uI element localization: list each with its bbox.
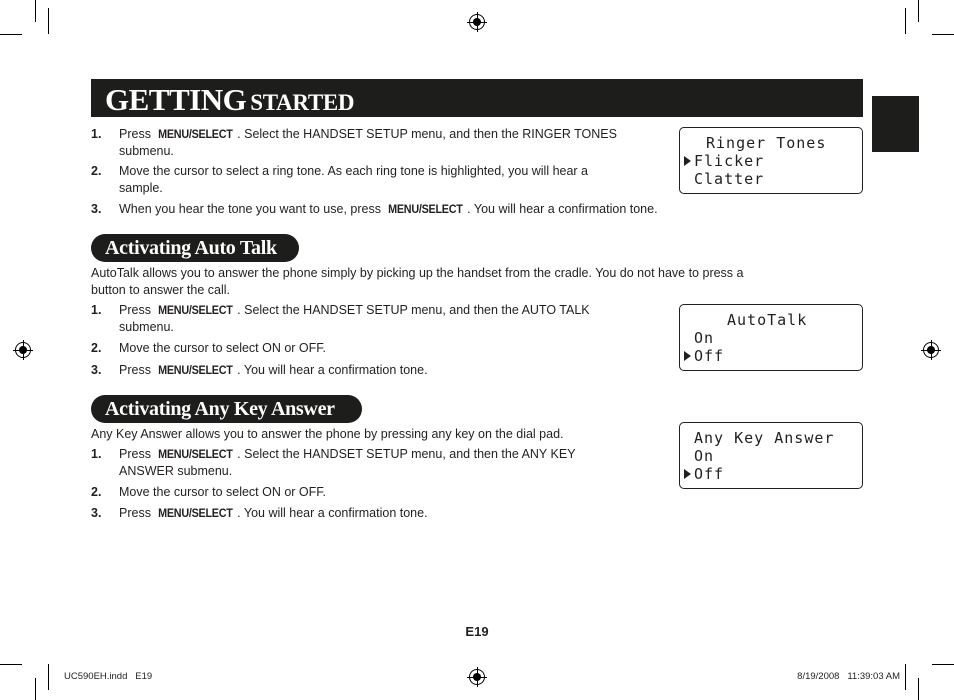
- step-number: 2.: [91, 341, 102, 355]
- title-small: STARTED: [250, 90, 355, 115]
- lcd-line: [680, 134, 862, 152]
- heading-text: Activating Any Key Answer: [105, 398, 335, 420]
- chapter-tab: [872, 96, 919, 152]
- cursor-arrow-icon: [684, 156, 691, 166]
- intro-line1: AutoTalk allows you to answer the phone simply by picking up the handset from the cradle. You do not have to press a: [91, 266, 744, 280]
- crop-mark: [48, 664, 49, 690]
- lcd-option: Flicker: [694, 152, 765, 170]
- page-number: E19: [465, 624, 489, 639]
- step-text-line2: ANSWER submenu.: [119, 464, 233, 478]
- step-text-pre: Press: [119, 506, 155, 520]
- step-text-line2: submenu.: [119, 320, 174, 334]
- lcd-line: [680, 347, 862, 365]
- crop-mark: [0, 34, 22, 35]
- registration-mark-icon: [15, 342, 31, 358]
- step-text-post: . You will hear a confirmation tone.: [237, 506, 428, 520]
- lcd-line: [680, 170, 862, 188]
- keyword-menu-select: MENU/SELECT: [158, 303, 234, 317]
- step-text: [119, 302, 590, 336]
- step-text: [119, 340, 326, 357]
- crop-mark: [918, 678, 919, 700]
- step-text-main: Move the cursor to select a ring tone. As each ring tone is highlighted, you will hear a: [119, 164, 589, 178]
- keyword-menu-select: MENU/SELECT: [158, 127, 234, 141]
- step-text-post: . Select the HANDSET SETUP menu, and then the RINGER TONES: [237, 127, 617, 141]
- lcd-autotalk: [679, 304, 863, 371]
- step-number: 3.: [91, 506, 102, 520]
- lcd-option: Off: [694, 465, 725, 483]
- keyword-menu-select: MENU/SELECT: [158, 506, 234, 520]
- auto-talk-intro: [91, 265, 743, 299]
- step-text-pre: Press: [119, 303, 155, 317]
- lcd-line: [680, 152, 862, 170]
- lcd-title: Ringer Tones: [706, 134, 827, 152]
- registration-mark-icon: [469, 669, 485, 685]
- step-text-pre: When you hear the tone you want to use, press: [119, 202, 385, 216]
- lcd-ringer-tones: [679, 127, 863, 194]
- crop-mark: [932, 664, 954, 665]
- cursor-arrow-icon: [684, 469, 691, 479]
- registration-mark-icon: [923, 342, 939, 358]
- step-number: 2.: [91, 164, 102, 178]
- any-key-intro: [91, 426, 564, 443]
- cursor-arrow-icon: [684, 351, 691, 361]
- lcd-option: On: [694, 329, 715, 347]
- step-number: 1.: [91, 127, 102, 141]
- section-heading-auto-talk: [91, 234, 299, 262]
- step-text-post: . Select the HANDSET SETUP menu, and then the ANY KEY: [237, 447, 576, 461]
- step-text-post: . Select the HANDSET SETUP menu, and then the AUTO TALK: [237, 303, 590, 317]
- section-title-bar: [91, 79, 863, 117]
- keyword-menu-select: MENU/SELECT: [158, 447, 234, 461]
- crop-mark: [0, 664, 22, 665]
- crop-mark: [35, 0, 36, 22]
- lcd-line: [680, 329, 862, 347]
- page-title: [105, 82, 354, 118]
- step-text: [119, 446, 576, 480]
- step-text-pre: Press: [119, 363, 155, 377]
- step-number: 3.: [91, 202, 102, 216]
- crop-mark: [35, 678, 36, 700]
- step-text: [119, 362, 428, 379]
- footer-file-info: UC590EH.indd E19: [64, 671, 153, 682]
- lcd-line: [680, 447, 862, 465]
- step-text-main: Move the cursor to select ON or OFF.: [119, 485, 327, 499]
- lcd-line: [680, 311, 862, 329]
- title-big: GETTING: [105, 82, 247, 117]
- step-number: 2.: [91, 485, 102, 499]
- step-text-main: Move the cursor to select ON or OFF.: [119, 341, 327, 355]
- crop-mark: [905, 664, 906, 690]
- heading-text: Activating Auto Talk: [105, 237, 277, 259]
- keyword-menu-select: MENU/SELECT: [158, 363, 234, 377]
- footer-timestamp: 8/19/2008 11:39:03 AM: [797, 671, 900, 682]
- step-text: [119, 126, 617, 160]
- step-text: [119, 484, 326, 501]
- lcd-any-key-answer: [679, 422, 863, 489]
- lcd-line: [680, 465, 862, 483]
- crop-mark: [905, 8, 906, 34]
- crop-mark: [918, 0, 919, 22]
- step-text-post: . You will hear a confirmation tone.: [467, 202, 658, 216]
- step-text-pre: Press: [119, 127, 155, 141]
- crop-mark: [48, 8, 49, 34]
- lcd-option: Clatter: [694, 170, 765, 188]
- step-text: [119, 163, 588, 197]
- step-text: [119, 201, 658, 218]
- step-number: 1.: [91, 303, 102, 317]
- step-text-pre: Press: [119, 447, 155, 461]
- lcd-option: Off: [694, 347, 725, 365]
- intro-line2: button to answer the call.: [91, 283, 230, 297]
- lcd-title: Any Key Answer: [694, 429, 835, 447]
- lcd-option: On: [694, 447, 715, 465]
- lcd-title: AutoTalk: [727, 311, 808, 329]
- section-heading-any-key-answer: [91, 395, 362, 423]
- step-number: 3.: [91, 363, 102, 377]
- step-text-post: . You will hear a confirmation tone.: [237, 363, 428, 377]
- crop-mark: [932, 34, 954, 35]
- registration-mark-icon: [469, 14, 485, 30]
- intro-line1: Any Key Answer allows you to answer the phone by pressing any key on the dial pad.: [91, 427, 564, 441]
- step-text: [119, 505, 428, 522]
- lcd-line: [680, 429, 862, 447]
- step-number: 1.: [91, 447, 102, 461]
- step-text-line2: submenu.: [119, 144, 174, 158]
- step-text-line2: sample.: [119, 181, 163, 195]
- keyword-menu-select: MENU/SELECT: [388, 202, 464, 216]
